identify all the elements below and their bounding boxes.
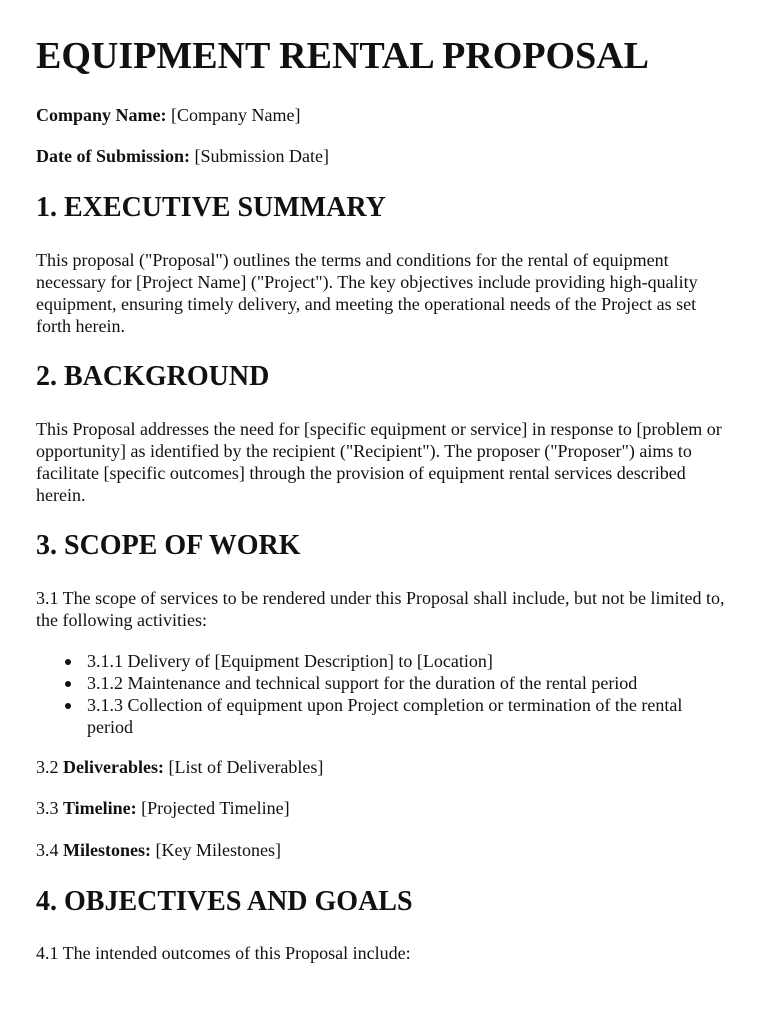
section-heading-background: 2. BACKGROUND: [36, 361, 270, 392]
list-item: [36, 672, 726, 694]
list-item-text: 3.1.2 Maintenance and technical support for the duration of the rental period: [87, 673, 638, 693]
deliverables-line: [36, 756, 726, 778]
submission-date-value: [Submission Date]: [194, 146, 330, 166]
document-title: EQUIPMENT RENTAL PROPOSAL: [36, 35, 650, 77]
submission-date-line: [36, 145, 329, 167]
list-item-text: 3.1.3 Collection of equipment upon Project completion or termination of the rental period: [87, 695, 683, 737]
deliverables-value: [List of Deliverables]: [168, 757, 324, 777]
milestones-line: [36, 839, 726, 861]
list-item-text: 3.1.1 Delivery of [Equipment Description] to [Location]: [87, 651, 493, 671]
bullet-dot-icon: [65, 659, 71, 665]
section-heading-objectives-and-goals: 4. OBJECTIVES AND GOALS: [36, 886, 413, 917]
deliverables-label: Deliverables:: [63, 757, 164, 777]
milestones-value: [Key Milestones]: [155, 840, 281, 860]
bullet-dot-icon: [65, 703, 71, 709]
scope-bullet-list: [36, 650, 726, 738]
company-name-line: [36, 104, 300, 126]
company-name-label: Company Name:: [36, 105, 167, 125]
scope-intro-paragraph: 3.1 The scope of services to be rendered under this Proposal shall include, but not be limited to, the following activities:: [36, 588, 725, 630]
timeline-line: [36, 797, 726, 819]
bullet-dot-icon: [65, 681, 71, 687]
timeline-label: Timeline:: [63, 798, 137, 818]
section-heading-scope-of-work: 3. SCOPE OF WORK: [36, 530, 301, 561]
background-paragraph: This Proposal addresses the need for [specific equipment or service] in response to [problem or opportunity] as identified by the recipient ("Recipient"). The proposer ("Proposer") aims to facilitate [specific outcomes] through the provision of equipment rental services described herein.: [36, 419, 722, 505]
milestones-label: Milestones:: [63, 840, 151, 860]
objectives-intro-paragraph: 4.1 The intended outcomes of this Proposal include:: [36, 943, 411, 963]
company-name-value: [Company Name]: [171, 105, 301, 125]
timeline-number: 3.3: [36, 798, 59, 818]
milestones-number: 3.4: [36, 840, 59, 860]
timeline-value: [Projected Timeline]: [141, 798, 290, 818]
list-item: [36, 694, 726, 738]
list-item: [36, 650, 726, 672]
submission-date-label: Date of Submission:: [36, 146, 191, 166]
section-heading-executive-summary: 1. EXECUTIVE SUMMARY: [36, 192, 386, 223]
executive-summary-paragraph: This proposal ("Proposal") outlines the terms and conditions for the rental of equipment necessary for [Project Name] ("Project"). The key objectives include providing high-quality equipment, ensuring timely delivery, and meeting the operational needs of the Project as set forth herein.: [36, 250, 698, 336]
deliverables-number: 3.2: [36, 757, 59, 777]
